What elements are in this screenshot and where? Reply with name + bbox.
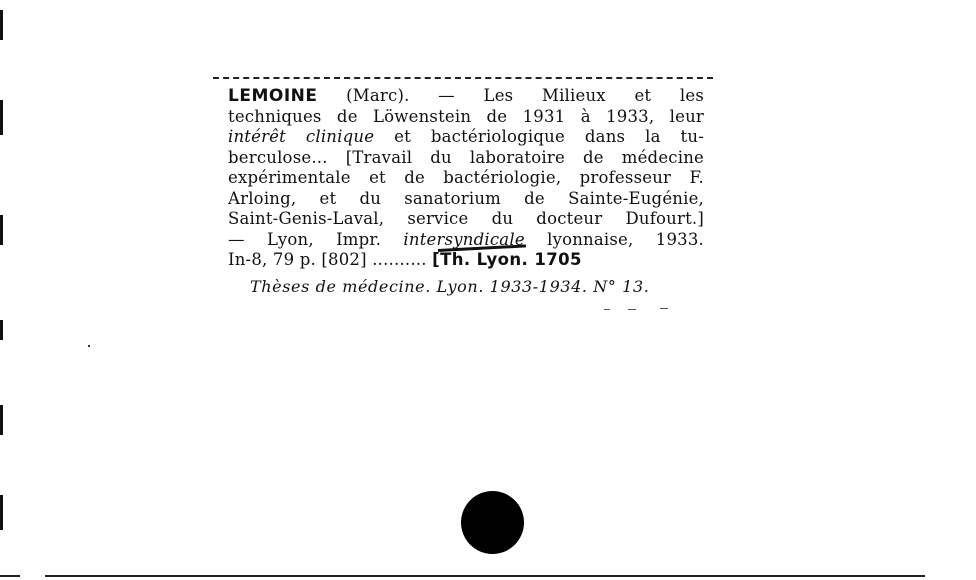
card-edge-mark [0, 10, 3, 40]
card-bottom-edge [45, 575, 925, 577]
card-edge-mark [0, 100, 3, 135]
italic-phrase: intérêt clinique [228, 127, 375, 146]
card-edge-mark [0, 320, 3, 340]
author-surname: LEMOINE [228, 86, 318, 106]
punch-hole [461, 491, 524, 554]
pencil-mark [628, 309, 636, 310]
pencil-mark [660, 308, 668, 309]
entry-line: berculose... [Travail du laboratoire de médecine [228, 147, 704, 167]
title-start: Les Milieux et les [483, 86, 704, 105]
imprint-place: — Lyon, Impr. [228, 229, 404, 249]
imprint-rest: lyonnaise, 1933. [524, 229, 704, 249]
collation-line [228, 250, 704, 271]
author-given-name: (Marc). — [346, 86, 455, 105]
card-bottom-edge [0, 575, 20, 577]
entry-line: Arloing, et du sanatorium de Sainte-Eugénie, [228, 188, 704, 208]
entry-line: techniques de Löwenstein de 1931 à 1933, leur [228, 106, 704, 126]
speck [88, 345, 90, 347]
entry-line [228, 86, 704, 107]
entry-text: et bactériologique dans la tu- [374, 127, 704, 146]
shelfmark: [Th. Lyon. 1705 [432, 250, 582, 269]
entry-line: Saint-Genis-Laval, service du docteur Dufourt.] [228, 209, 704, 228]
entry-line [228, 127, 704, 148]
card-edge-mark [0, 405, 3, 435]
bibliographic-entry [228, 86, 704, 271]
series-statement: Thèses de médecine. Lyon. 1933-1934. N° 13. [250, 277, 650, 296]
top-rule [213, 77, 713, 79]
entry-line: expérimentale et de bactériologie, professeur F. [228, 168, 704, 187]
card-edge-mark [0, 215, 3, 245]
imprint-publisher-italic: intersyndicale [403, 229, 525, 249]
pencil-mark [604, 309, 610, 310]
card-edge-mark [0, 495, 3, 530]
collation: In-8, 79 p. [802] .......... [228, 250, 427, 269]
